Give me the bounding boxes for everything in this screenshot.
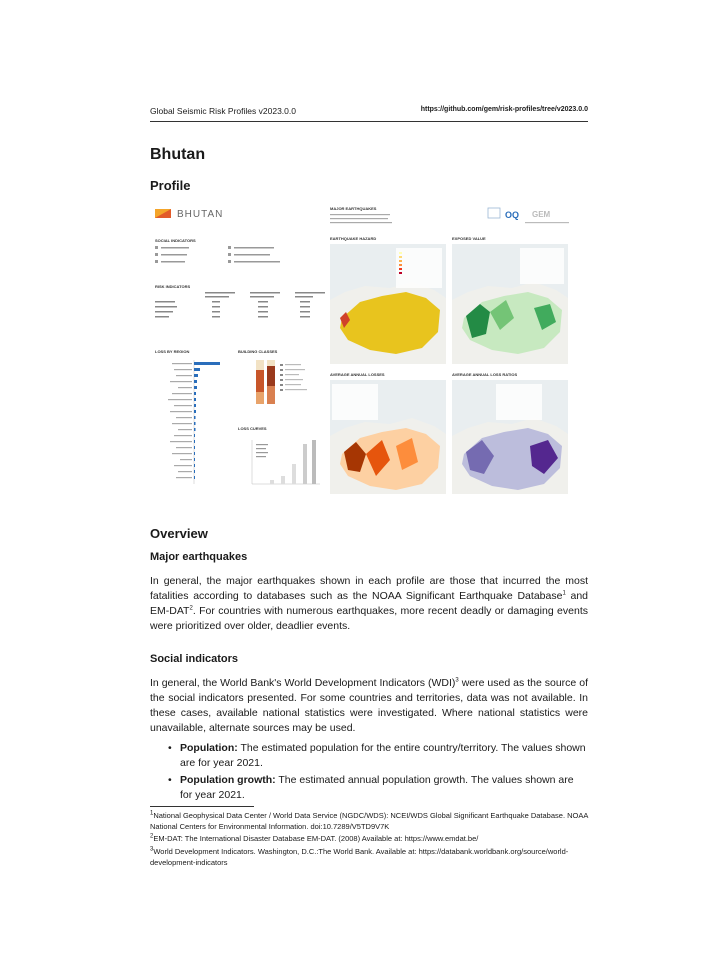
footnote-text: World Development Indicators. Washington, D.C.:The World Bank. Available at: https://databank.worldbank.org/source/world-development-indicators (150, 847, 569, 867)
major-para-text-1: In general, the major earthquakes shown in each profile are those that incurred the most fatalities according to databases such as the NOAA Significant Earthquake Database (150, 575, 588, 602)
major-earthquakes-label: MAJOR EARTHQUAKES (330, 206, 377, 211)
footnote-rule (150, 806, 254, 807)
exposed-map-label: EXPOSED VALUE (452, 236, 486, 241)
page-title: Bhutan (150, 146, 206, 163)
running-header (150, 106, 588, 120)
list-item (166, 773, 588, 803)
major-para-text-3: . For countries with numerous earthquakes, more recent deadly or damaging events were prioritized over older, deadlier events. (150, 605, 588, 632)
bullet-text: The estimated annual population growth. The values shown are for year 2021. (180, 774, 574, 801)
gem-logo: GEM (532, 210, 551, 219)
footnote-1 (150, 810, 588, 832)
loss-by-region-bars (168, 360, 220, 484)
hazard-map-label: EARTHQUAKE HAZARD (330, 236, 377, 241)
profile-infographic (150, 200, 572, 496)
country-name: BHUTAN (177, 209, 224, 220)
loss-curves-chart (252, 440, 320, 484)
footnote-ref-2[interactable]: 2 (189, 605, 193, 612)
header-url[interactable]: https://github.com/gem/risk-profiles/tree/v2023.0.0 (420, 106, 588, 113)
overview-heading: Overview (150, 526, 208, 541)
svg-text:OQ: OQ (505, 210, 520, 220)
social-indicator-rows (155, 246, 280, 263)
loss-ratio-map (452, 380, 568, 494)
major-earthquakes-heading: Major earthquakes (150, 551, 248, 563)
exposed-value-map (452, 244, 568, 364)
major-earthquakes-list (330, 214, 392, 223)
footnote-3 (150, 846, 588, 868)
loss-by-region-label: LOSS BY REGION (155, 349, 190, 354)
building-classes-chart (256, 360, 307, 404)
footnote-ref-3[interactable]: 3 (455, 677, 459, 684)
list-item (166, 741, 588, 771)
bullet-term: Population: (180, 742, 238, 754)
loss-curves-label: LOSS CURVES (238, 426, 267, 431)
social-para-text-1: In general, the World Bank's World Development Indicators (WDI) (150, 677, 456, 689)
major-para-text-2: and EM-DAT (150, 590, 589, 617)
hazard-map (330, 244, 446, 364)
social-indicators-label: SOCIAL INDICATORS (155, 238, 196, 243)
header-rule (150, 121, 588, 122)
social-para-text-2: were used as the source of the social indicators presented. For some countries and territories, data was not available. In these cases, available national statistics were investigated. Where national statistics were unavailable, alternate sources may be used. (150, 677, 588, 734)
average-annual-losses-map (330, 380, 446, 494)
partner-logos (488, 208, 569, 223)
bullet-term: Population growth: (180, 774, 276, 786)
footnote-number: 1 (150, 810, 154, 817)
flag-icon (155, 209, 171, 218)
aalr-map-label: AVERAGE ANNUAL LOSS RATIOS (452, 372, 518, 377)
footnote-number: 3 (150, 846, 154, 853)
risk-indicators-table (155, 292, 325, 318)
major-earthquakes-paragraph (150, 574, 588, 634)
building-classes-label: BUILDING CLASSES (238, 349, 278, 354)
aal-map-label: AVERAGE ANNUAL LOSSES (330, 372, 385, 377)
footnote-text: EM-DAT: The International Disaster Database EM-DAT. (2008) Available at: https://www.emdat.be/ (153, 834, 479, 843)
risk-indicators-label: RISK INDICATORS (155, 284, 191, 289)
social-indicators-paragraph (150, 676, 588, 736)
footnote-number: 2 (150, 833, 154, 840)
indicator-bullet-list (166, 741, 588, 805)
header-title: Global Seismic Risk Profiles v2023.0.0 (150, 106, 296, 116)
footnote-text: National Geophysical Data Center / World Data Service (NGDC/WDS): NCEI/WDS Global Significant Earthquake Database. NOAA National Centers for Environmental Information. doi:10.7289/V5TD9V7K (150, 811, 588, 831)
profile-figure (150, 200, 572, 496)
social-indicators-heading: Social indicators (150, 653, 239, 665)
bullet-text: The estimated population for the entire country/territory. The values shown are for year 2021. (180, 742, 586, 769)
footnote-ref-1[interactable]: 1 (562, 590, 566, 597)
footnote-2 (150, 833, 588, 844)
profile-heading: Profile (150, 178, 191, 193)
